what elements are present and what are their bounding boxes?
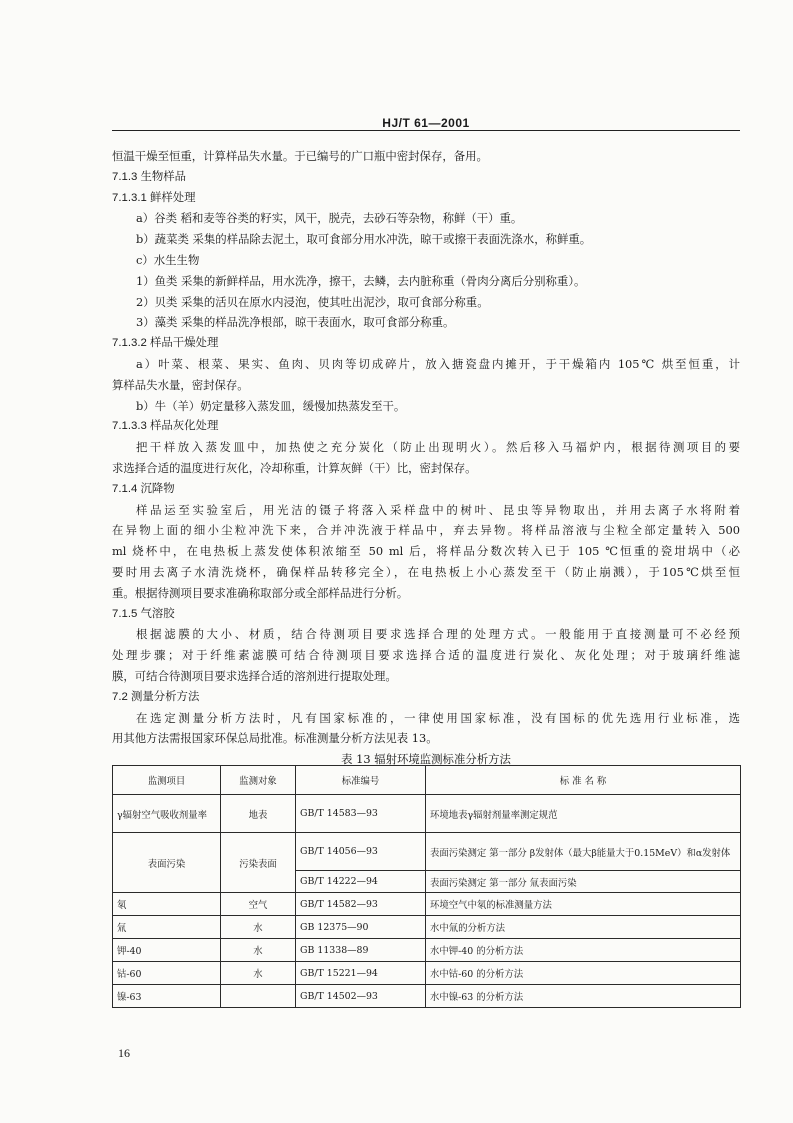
cell-name: 表面污染测定 第一部分 氚表面污染 [426, 871, 741, 893]
table-row [113, 916, 741, 939]
cell-name: 水中钾-40 的分析方法 [426, 939, 741, 962]
paragraph-line: 恒温干燥至恒重，计算样品失水量。于已编号的广口瓶中密封保存，备用。 [112, 149, 488, 163]
paragraph-line: ml 烧杯中，在电热板上蒸发使体积浓缩至 50 ml 后，将样品分数次转入已于 105 ℃恒重的瓷坩埚中（必 [112, 544, 740, 559]
col-header-code: 标准编号 [296, 766, 426, 795]
table-row [113, 893, 741, 916]
list-item: 3）藻类 采集的样品洗净根部，晾干表面水，取可食部分称重。 [136, 315, 455, 330]
cell-object: 水 [221, 962, 296, 985]
table-row [113, 939, 741, 962]
paragraph-line: 膜，可结合待测项目要求选择合适的溶剂进行提取处理。 [112, 668, 397, 683]
cell-object: 地表 [221, 795, 296, 833]
cell-name: 环境地表γ辐射剂量率测定规范 [426, 795, 741, 833]
cell-object: 水 [221, 916, 296, 939]
paragraph-line: 用其他方法需报国家环保总局批准。标准测量分析方法见表 13。 [112, 731, 438, 746]
list-item: 1）鱼类 采集的新鲜样品，用水洗净，擦干，去鳞，去内脏称重（骨肉分离后分别称重）。 [136, 273, 586, 288]
cell-item: 氚 [113, 916, 221, 939]
section-heading: 7.1.5 气溶胶 [112, 607, 175, 620]
col-header-object: 监测对象 [221, 766, 296, 795]
page-number: 16 [118, 1046, 130, 1060]
list-item: 2）贝类 采集的活贝在原水内浸泡，使其吐出泥沙，取可食部分称重。 [136, 294, 489, 309]
col-header-name: 标 准 名 称 [426, 766, 741, 795]
cell-code: GB/T 15221—94 [296, 962, 426, 985]
cell-name: 环境空气中氡的标准测量方法 [426, 893, 741, 916]
list-item: a）谷类 稻和麦等谷类的籽实，风干，脱壳，去砂石等杂物，称鲜（干）重。 [136, 211, 523, 226]
section-heading: 7.1.3.3 样品灰化处理 [112, 420, 219, 433]
paragraph-line: 在异物上面的细小尘粒冲洗下来，合并冲洗液于样品中，弃去异物。将样品溶液与尘粒全部定量转入 500 [112, 523, 740, 538]
section-heading: 7.1.3.2 样品干燥处理 [112, 337, 219, 350]
standards-table [112, 765, 741, 1008]
cell-code: GB 11338—89 [296, 939, 426, 962]
col-header-item: 监测项目 [113, 766, 221, 795]
table-row [113, 985, 741, 1008]
cell-object: 水 [221, 939, 296, 962]
table-header-row [113, 766, 741, 795]
cell-object [221, 985, 296, 1008]
cell-item: γ辐射空气吸收剂量率 [113, 795, 221, 833]
table-row [113, 795, 741, 833]
paragraph-line: 处理步骤；对于纤维素滤膜可结合待测项目要求选择合适的温度进行炭化、灰化处理；对于玻璃纤维滤 [112, 648, 740, 663]
list-item: b）蔬菜类 采集的样品除去泥土，取可食部分用水冲洗，晾干或擦干表面洗涤水，称鲜重。 [136, 232, 592, 247]
paragraph-line: 在选定测量分析方法时，凡有国家标准的，一律使用国家标准，没有国标的优先选用行业标准，选 [136, 710, 740, 725]
section-heading: 7.1.3.1 鲜样处理 [112, 191, 196, 204]
paragraph-line: 要时用去离子水清洗烧杯，确保样品转移完全），在电热板上小心蒸发至干（防止崩溅），于105℃烘至恒 [112, 564, 740, 579]
cell-name: 水中镍-63 的分析方法 [426, 985, 741, 1008]
section-heading: 7.2 测量分析方法 [112, 690, 200, 703]
cell-object: 空气 [221, 893, 296, 916]
cell-item: 镍-63 [113, 985, 221, 1008]
cell-name: 表面污染测定 第一部分 β发射体（最大β能量大于0.15MeV）和α发射体 [426, 833, 741, 871]
cell-item: 表面污染 [113, 833, 221, 893]
list-item: c）水生生物 [136, 252, 200, 267]
cell-code: GB/T 14502—93 [296, 985, 426, 1008]
list-item: b）牛（羊）奶定量移入蒸发皿，缓慢加热蒸发至干。 [136, 398, 406, 413]
table-row [113, 962, 741, 985]
cell-code: GB/T 14582—93 [296, 893, 426, 916]
paragraph-line: 根据滤膜的大小、材质，结合待测项目要求选择合理的处理方式。一般能用于直接测量可不必经预 [136, 627, 740, 642]
cell-code: GB 12375—90 [296, 916, 426, 939]
standard-code: HJ/T 61—2001 [382, 116, 470, 130]
section-heading: 7.1.3 生物样品 [112, 170, 187, 183]
paragraph-line: 求选择合适的温度进行灰化，冷却称重，计算灰鲜（干）比，密封保存。 [112, 460, 477, 475]
table-caption: 表 13 辐射环境监测标准分析方法 [341, 752, 511, 767]
section-heading: 7.1.4 沉降物 [112, 482, 175, 495]
table-row [113, 833, 741, 871]
paragraph-line: 重。根据待测项目要求准确称取部分或全部样品进行分析。 [112, 585, 409, 600]
cell-code: GB/T 14056—93 [296, 833, 426, 871]
paragraph-line: 样品运至实验室后，用光洁的镊子将落入采样盘中的树叶、昆虫等异物取出，并用去离子水将附着 [136, 502, 740, 517]
paragraph-line: 把干样放入蒸发皿中，加热使之充分炭化（防止出现明火）。然后移入马福炉内，根据待测项目的要 [136, 440, 740, 455]
cell-item: 钴-60 [113, 962, 221, 985]
paragraph-line: 算样品失水量，密封保存。 [112, 377, 249, 392]
list-item: a）叶菜、根菜、果实、鱼肉、贝肉等切成碎片，放入搪瓷盘内摊开，于干燥箱内 105℃ 烘至恒重，计 [136, 356, 740, 371]
cell-object: 污染表面 [221, 833, 296, 893]
page-header [112, 116, 740, 131]
document-body [112, 146, 740, 770]
cell-item: 钾-40 [113, 939, 221, 962]
cell-name: 水中氚的分析方法 [426, 916, 741, 939]
cell-name: 水中钴-60 的分析方法 [426, 962, 741, 985]
cell-item: 氡 [113, 893, 221, 916]
cell-code: GB/T 14222—94 [296, 871, 426, 893]
cell-code: GB/T 14583—93 [296, 795, 426, 833]
